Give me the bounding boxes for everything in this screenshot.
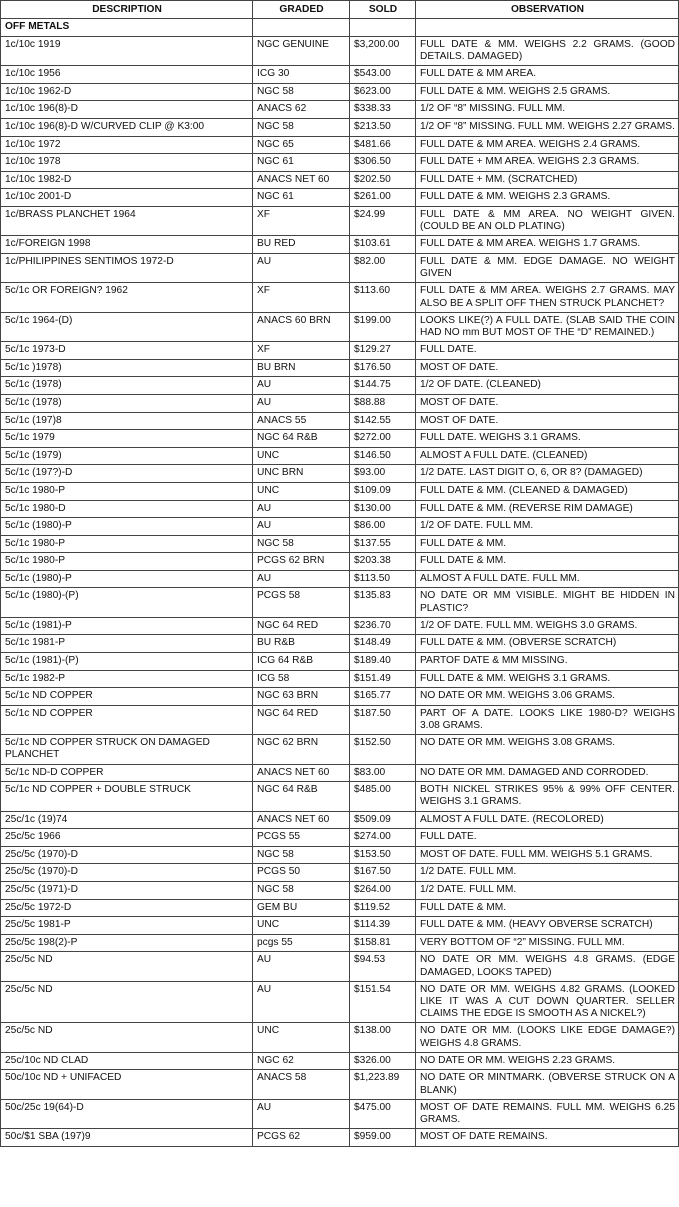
graded-cell: NGC GENUINE (253, 36, 350, 65)
graded-cell: NGC 58 (253, 83, 350, 101)
sold-cell: $189.40 (350, 653, 416, 671)
description-cell: 25c/5c (1971)-D (1, 882, 253, 900)
sold-cell: $167.50 (350, 864, 416, 882)
section-row (1, 19, 679, 37)
graded-cell: NGC 63 BRN (253, 688, 350, 706)
observation-cell: FULL DATE & MM. (416, 553, 679, 571)
sold-cell: $264.00 (350, 882, 416, 900)
table-row (1, 670, 679, 688)
graded-cell: ANACS NET 60 (253, 171, 350, 189)
table-row (1, 846, 679, 864)
sold-cell: $119.52 (350, 899, 416, 917)
graded-cell: UNC (253, 917, 350, 935)
graded-cell: GEM BU (253, 899, 350, 917)
graded-cell: AU (253, 500, 350, 518)
sold-cell: $138.00 (350, 1023, 416, 1052)
description-cell: 5c/1c 1964-(D) (1, 312, 253, 341)
observation-cell: NO DATE OR MM. WEIGHS 2.23 GRAMS. (416, 1052, 679, 1070)
table-row (1, 1023, 679, 1052)
table-row (1, 882, 679, 900)
table-row (1, 705, 679, 734)
observation-cell: NO DATE OR MM VISIBLE. MIGHT BE HIDDEN IN PLASTIC? (416, 588, 679, 617)
table-row (1, 253, 679, 282)
observation-cell: ALMOST A FULL DATE. (RECOLORED) (416, 811, 679, 829)
graded-cell: BU BRN (253, 359, 350, 377)
graded-cell: UNC (253, 447, 350, 465)
observation-cell: FULL DATE & MM. (416, 535, 679, 553)
graded-cell: UNC BRN (253, 465, 350, 483)
sold-cell: $199.00 (350, 312, 416, 341)
table-row (1, 952, 679, 981)
sold-cell: $148.49 (350, 635, 416, 653)
description-cell: 5c/1c (1978) (1, 394, 253, 412)
table-row (1, 899, 679, 917)
header-observation: OBSERVATION (416, 1, 679, 19)
graded-cell: AU (253, 518, 350, 536)
observation-cell: 1/2 DATE. LAST DIGIT O, 6, OR 8? (DAMAGED) (416, 465, 679, 483)
observation-cell: MOST OF DATE. (416, 412, 679, 430)
table-row (1, 782, 679, 811)
sold-cell: $623.00 (350, 83, 416, 101)
table-row (1, 934, 679, 952)
observation-cell: FULL DATE. WEIGHS 3.1 GRAMS. (416, 430, 679, 448)
description-cell: 25c/5c 1966 (1, 829, 253, 847)
table-row (1, 1070, 679, 1099)
table-row (1, 101, 679, 119)
description-cell: 5c/1c (1978) (1, 377, 253, 395)
table-row (1, 136, 679, 154)
graded-cell: UNC (253, 482, 350, 500)
graded-cell: XF (253, 283, 350, 312)
observation-cell: 1/2 OF DATE. FULL MM. (416, 518, 679, 536)
sold-cell: $959.00 (350, 1129, 416, 1147)
observation-cell: NO DATE OR MM. WEIGHS 3.06 GRAMS. (416, 688, 679, 706)
table-row (1, 588, 679, 617)
description-cell: 25c/5c ND (1, 981, 253, 1023)
graded-cell: AU (253, 377, 350, 395)
graded-cell: AU (253, 394, 350, 412)
sold-cell: $326.00 (350, 1052, 416, 1070)
description-cell: 25c/10c ND CLAD (1, 1052, 253, 1070)
sold-cell: $151.54 (350, 981, 416, 1023)
sold-cell: $1,223.89 (350, 1070, 416, 1099)
description-cell: 25c/5c ND (1, 952, 253, 981)
graded-cell: NGC 58 (253, 535, 350, 553)
observation-cell: NO DATE OR MM. WEIGHS 4.82 GRAMS. (LOOKED LIKE IT WAS A CUT DOWN QUARTER. SELLER CLAIMS THE EDGE IS SMOOTH AS A NICKEL?) (416, 981, 679, 1023)
observation-cell: FULL DATE & MM AREA. WEIGHS 2.4 GRAMS. (416, 136, 679, 154)
description-cell: 5c/1c (1980)-(P) (1, 588, 253, 617)
graded-cell: NGC 58 (253, 846, 350, 864)
graded-cell: AU (253, 981, 350, 1023)
description-cell: 25c/5c (1970)-D (1, 864, 253, 882)
graded-cell: ANACS 62 (253, 101, 350, 119)
header-graded: GRADED (253, 1, 350, 19)
sold-cell: $103.61 (350, 236, 416, 254)
graded-cell: BU RED (253, 236, 350, 254)
sold-cell: $113.50 (350, 570, 416, 588)
table-row (1, 412, 679, 430)
sold-cell: $236.70 (350, 617, 416, 635)
table-row (1, 394, 679, 412)
observation-cell: PART OF A DATE. LOOKS LIKE 1980-D? WEIGHS 3.08 GRAMS. (416, 705, 679, 734)
observation-cell: FULL DATE & MM AREA. (416, 66, 679, 84)
graded-cell: NGC 61 (253, 154, 350, 172)
observation-cell: MOST OF DATE REMAINS. (416, 1129, 679, 1147)
table-row (1, 981, 679, 1023)
graded-cell: NGC 61 (253, 189, 350, 207)
graded-cell: AU (253, 1099, 350, 1128)
header-sold: SOLD (350, 1, 416, 19)
table-row (1, 189, 679, 207)
description-cell: 25c/1c (19)74 (1, 811, 253, 829)
table-row (1, 1099, 679, 1128)
sold-cell: $109.09 (350, 482, 416, 500)
table-row (1, 83, 679, 101)
table-row (1, 735, 679, 764)
description-cell: 5c/1c 1980-P (1, 535, 253, 553)
table-row (1, 570, 679, 588)
sold-cell: $113.60 (350, 283, 416, 312)
description-cell: 25c/5c ND (1, 1023, 253, 1052)
graded-cell: ANACS 60 BRN (253, 312, 350, 341)
table-row (1, 283, 679, 312)
description-cell: 5c/1c ND COPPER (1, 688, 253, 706)
table-row (1, 206, 679, 235)
table-row (1, 430, 679, 448)
description-cell: 1c/10c 196(8)-D (1, 101, 253, 119)
observation-cell: FULL DATE & MM. (HEAVY OBVERSE SCRATCH) (416, 917, 679, 935)
graded-cell: BU R&B (253, 635, 350, 653)
table-row (1, 465, 679, 483)
table-row (1, 553, 679, 571)
graded-cell: NGC 65 (253, 136, 350, 154)
graded-cell: NGC 58 (253, 882, 350, 900)
graded-cell: ANACS NET 60 (253, 811, 350, 829)
description-cell: 1c/10c 1972 (1, 136, 253, 154)
observation-cell: NO DATE OR MM. WEIGHS 3.08 GRAMS. (416, 735, 679, 764)
table-row (1, 447, 679, 465)
sold-cell: $93.00 (350, 465, 416, 483)
sold-cell: $88.88 (350, 394, 416, 412)
observation-cell: FULL DATE + MM AREA. WEIGHS 2.3 GRAMS. (416, 154, 679, 172)
graded-cell: XF (253, 342, 350, 360)
observation-cell: FULL DATE + MM. (SCRATCHED) (416, 171, 679, 189)
description-cell: 50c/10c ND + UNIFACED (1, 1070, 253, 1099)
observation-cell: FULL DATE & MM. (416, 899, 679, 917)
observation-cell: 1/2 OF “8” MISSING. FULL MM. WEIGHS 2.27 GRAMS. (416, 118, 679, 136)
observation-cell: 1/2 OF DATE. (CLEANED) (416, 377, 679, 395)
description-cell: 5c/1c )1978) (1, 359, 253, 377)
sold-cell: $144.75 (350, 377, 416, 395)
table-row (1, 342, 679, 360)
sold-cell: $130.00 (350, 500, 416, 518)
graded-cell: PCGS 50 (253, 864, 350, 882)
table-row (1, 359, 679, 377)
table-row (1, 154, 679, 172)
sold-cell: $338.33 (350, 101, 416, 119)
description-cell: 5c/1c 1973-D (1, 342, 253, 360)
description-cell: 5c/1c (1980)-P (1, 570, 253, 588)
section-empty-cell (253, 19, 350, 37)
table-row (1, 811, 679, 829)
table-row (1, 1129, 679, 1147)
graded-cell: pcgs 55 (253, 934, 350, 952)
description-cell: 5c/1c 1982-P (1, 670, 253, 688)
description-cell: 5c/1c ND COPPER STRUCK ON DAMAGED PLANCHET (1, 735, 253, 764)
description-cell: 1c/10c 1978 (1, 154, 253, 172)
observation-cell: NO DATE OR MM. WEIGHS 4.8 GRAMS. (EDGE DAMAGED, LOOKS TAPED) (416, 952, 679, 981)
observation-cell: FULL DATE & MM AREA. WEIGHS 1.7 GRAMS. (416, 236, 679, 254)
sold-cell: $543.00 (350, 66, 416, 84)
table-row (1, 764, 679, 782)
sold-cell: $142.55 (350, 412, 416, 430)
table-row (1, 864, 679, 882)
description-cell: 1c/10c 196(8)-D W/CURVED CLIP @ K3:00 (1, 118, 253, 136)
sold-cell: $137.55 (350, 535, 416, 553)
sold-cell: $146.50 (350, 447, 416, 465)
description-cell: 1c/10c 1956 (1, 66, 253, 84)
sold-cell: $86.00 (350, 518, 416, 536)
sold-cell: $485.00 (350, 782, 416, 811)
table-row (1, 500, 679, 518)
observation-cell: FULL DATE & MM. WEIGHS 3.1 GRAMS. (416, 670, 679, 688)
observation-cell: NO DATE OR MM. (LOOKS LIKE EDGE DAMAGE?) WEIGHS 4.8 GRAMS. (416, 1023, 679, 1052)
observation-cell: FULL DATE & MM. WEIGHS 2.5 GRAMS. (416, 83, 679, 101)
graded-cell: NGC 58 (253, 118, 350, 136)
observation-cell: 1/2 OF DATE. FULL MM. WEIGHS 3.0 GRAMS. (416, 617, 679, 635)
sold-cell: $152.50 (350, 735, 416, 764)
observation-cell: MOST OF DATE REMAINS. FULL MM. WEIGHS 6.25 GRAMS. (416, 1099, 679, 1128)
observation-cell: MOST OF DATE. (416, 359, 679, 377)
graded-cell: ICG 64 R&B (253, 653, 350, 671)
description-cell: 5c/1c ND COPPER + DOUBLE STRUCK (1, 782, 253, 811)
description-cell: 1c/10c 1919 (1, 36, 253, 65)
description-cell: 5c/1c (197)8 (1, 412, 253, 430)
sold-cell: $83.00 (350, 764, 416, 782)
description-cell: 50c/$1 SBA (197)9 (1, 1129, 253, 1147)
sold-cell: $481.66 (350, 136, 416, 154)
section-title: OFF METALS (1, 19, 253, 37)
sold-cell: $176.50 (350, 359, 416, 377)
table-row (1, 635, 679, 653)
graded-cell: ANACS 58 (253, 1070, 350, 1099)
table-row (1, 236, 679, 254)
description-cell: 1c/FOREIGN 1998 (1, 236, 253, 254)
sold-cell: $509.09 (350, 811, 416, 829)
graded-cell: ANACS NET 60 (253, 764, 350, 782)
graded-cell: PCGS 55 (253, 829, 350, 847)
graded-cell: ICG 58 (253, 670, 350, 688)
graded-cell: UNC (253, 1023, 350, 1052)
table-row (1, 171, 679, 189)
table-row (1, 688, 679, 706)
graded-cell: PCGS 62 BRN (253, 553, 350, 571)
table-row (1, 377, 679, 395)
table-row (1, 917, 679, 935)
sold-cell: $114.39 (350, 917, 416, 935)
observation-cell: 1/2 OF “8” MISSING. FULL MM. (416, 101, 679, 119)
sold-cell: $274.00 (350, 829, 416, 847)
graded-cell: AU (253, 952, 350, 981)
sold-cell: $151.49 (350, 670, 416, 688)
observation-cell: FULL DATE & MM. WEIGHS 2.2 GRAMS. (GOOD DETAILS. DAMAGED) (416, 36, 679, 65)
table-row (1, 1052, 679, 1070)
graded-cell: AU (253, 253, 350, 282)
header-row (1, 1, 679, 19)
observation-cell: FULL DATE. (416, 829, 679, 847)
description-cell: 25c/5c 1981-P (1, 917, 253, 935)
observation-cell: MOST OF DATE. FULL MM. WEIGHS 5.1 GRAMS. (416, 846, 679, 864)
description-cell: 5c/1c 1981-P (1, 635, 253, 653)
description-cell: 25c/5c (1970)-D (1, 846, 253, 864)
description-cell: 1c/10c 2001-D (1, 189, 253, 207)
observation-cell: NO DATE OR MM. DAMAGED AND CORRODED. (416, 764, 679, 782)
graded-cell: NGC 62 (253, 1052, 350, 1070)
graded-cell: NGC 64 R&B (253, 430, 350, 448)
observation-cell: FULL DATE. (416, 342, 679, 360)
sold-cell: $129.27 (350, 342, 416, 360)
table-row (1, 36, 679, 65)
table-row (1, 653, 679, 671)
description-cell: 5c/1c 1979 (1, 430, 253, 448)
observation-cell: FULL DATE & MM. EDGE DAMAGE. NO WEIGHT GIVEN (416, 253, 679, 282)
description-cell: 1c/10c 1982-D (1, 171, 253, 189)
sold-cell: $475.00 (350, 1099, 416, 1128)
description-cell: 25c/5c 198(2)-P (1, 934, 253, 952)
observation-cell: VERY BOTTOM OF “2” MISSING. FULL MM. (416, 934, 679, 952)
description-cell: 25c/5c 1972-D (1, 899, 253, 917)
sold-cell: $165.77 (350, 688, 416, 706)
description-cell: 5c/1c (1979) (1, 447, 253, 465)
observation-cell: FULL DATE & MM. (OBVERSE SCRATCH) (416, 635, 679, 653)
observation-cell: ALMOST A FULL DATE. FULL MM. (416, 570, 679, 588)
observation-cell: 1/2 DATE. FULL MM. (416, 864, 679, 882)
table-row (1, 482, 679, 500)
observation-cell: PARTOF DATE & MM MISSING. (416, 653, 679, 671)
table-row (1, 312, 679, 341)
description-cell: 5c/1c 1980-D (1, 500, 253, 518)
sold-cell: $82.00 (350, 253, 416, 282)
header-description: DESCRIPTION (1, 1, 253, 19)
sold-cell: $213.50 (350, 118, 416, 136)
sold-cell: $3,200.00 (350, 36, 416, 65)
observation-cell: LOOKS LIKE(?) A FULL DATE. (SLAB SAID THE COIN HAD NO mm BUT MOST OF THE “D” REMAINED.) (416, 312, 679, 341)
graded-cell: AU (253, 570, 350, 588)
observation-cell: FULL DATE & MM. (REVERSE RIM DAMAGE) (416, 500, 679, 518)
description-cell: 5c/1c 1980-P (1, 482, 253, 500)
description-cell: 5c/1c (1980)-P (1, 518, 253, 536)
sold-cell: $261.00 (350, 189, 416, 207)
graded-cell: NGC 64 R&B (253, 782, 350, 811)
observation-cell: BOTH NICKEL STRIKES 95% & 99% OFF CENTER. WEIGHS 3.1 GRAMS. (416, 782, 679, 811)
table-row (1, 118, 679, 136)
graded-cell: NGC 64 RED (253, 617, 350, 635)
description-cell: 1c/PHILIPPINES SENTIMOS 1972-D (1, 253, 253, 282)
description-cell: 5c/1c OR FOREIGN? 1962 (1, 283, 253, 312)
observation-cell: NO DATE OR MINTMARK. (OBVERSE STRUCK ON A BLANK) (416, 1070, 679, 1099)
graded-cell: XF (253, 206, 350, 235)
description-cell: 5c/1c 1980-P (1, 553, 253, 571)
graded-cell: NGC 64 RED (253, 705, 350, 734)
graded-cell: PCGS 58 (253, 588, 350, 617)
sold-cell: $153.50 (350, 846, 416, 864)
sold-cell: $24.99 (350, 206, 416, 235)
description-cell: 5c/1c ND COPPER (1, 705, 253, 734)
table-row (1, 66, 679, 84)
graded-cell: PCGS 62 (253, 1129, 350, 1147)
description-cell: 1c/10c 1962-D (1, 83, 253, 101)
observation-cell: FULL DATE & MM. WEIGHS 2.3 GRAMS. (416, 189, 679, 207)
description-cell: 1c/BRASS PLANCHET 1964 (1, 206, 253, 235)
observation-cell: ALMOST A FULL DATE. (CLEANED) (416, 447, 679, 465)
table-row (1, 617, 679, 635)
observation-cell: 1/2 DATE. FULL MM. (416, 882, 679, 900)
observation-cell: MOST OF DATE. (416, 394, 679, 412)
graded-cell: ICG 30 (253, 66, 350, 84)
sold-cell: $272.00 (350, 430, 416, 448)
observation-cell: FULL DATE & MM. (CLEANED & DAMAGED) (416, 482, 679, 500)
sold-cell: $94.53 (350, 952, 416, 981)
description-cell: 5c/1c (197?)-D (1, 465, 253, 483)
description-cell: 50c/25c 19(64)-D (1, 1099, 253, 1128)
description-cell: 5c/1c (1981)-(P) (1, 653, 253, 671)
sold-cell: $306.50 (350, 154, 416, 172)
table-row (1, 535, 679, 553)
sold-cell: $202.50 (350, 171, 416, 189)
table-row (1, 829, 679, 847)
observation-cell: FULL DATE & MM AREA. NO WEIGHT GIVEN. (COULD BE AN OLD PLATING) (416, 206, 679, 235)
observation-cell: FULL DATE & MM AREA. WEIGHS 2.7 GRAMS. MAY ALSO BE A SPLIT OFF THEN STRUCK PLANCHET? (416, 283, 679, 312)
section-empty-cell (416, 19, 679, 37)
sold-cell: $158.81 (350, 934, 416, 952)
graded-cell: NGC 62 BRN (253, 735, 350, 764)
description-cell: 5c/1c ND-D COPPER (1, 764, 253, 782)
graded-cell: ANACS 55 (253, 412, 350, 430)
section-empty-cell (350, 19, 416, 37)
table-row (1, 518, 679, 536)
description-cell: 5c/1c (1981)-P (1, 617, 253, 635)
sold-cell: $187.50 (350, 705, 416, 734)
sold-cell: $203.38 (350, 553, 416, 571)
sold-cell: $135.83 (350, 588, 416, 617)
